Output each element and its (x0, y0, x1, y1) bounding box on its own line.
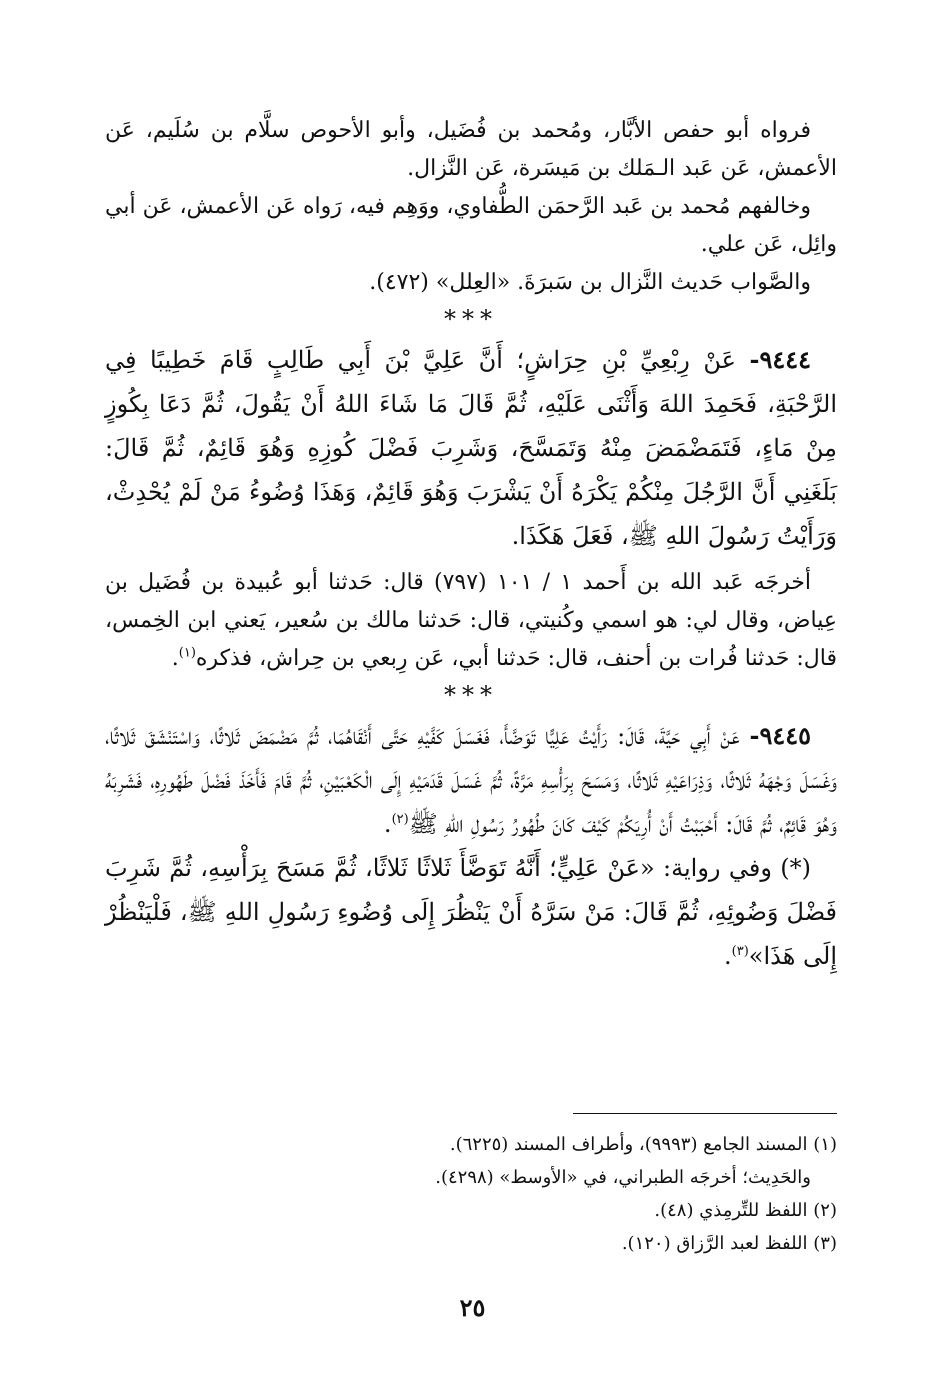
variant-text: (*) وفي رواية: «عَنْ عَلِيٍّ؛ أَنَّهُ تَوَضَّأَ ثَلاثًا ثَلاثًا، ثُمَّ مَسَحَ بِرَأْسِهِ، ثُمَّ شَرِبَ فَضْلَ وَضُوئِهِ، ثُمَّ قَالَ: مَنْ سَرَّهُ أَنْ يَنْظُرَ إِلَى وُضُوءِ رَسُولِ اللهِ ﷺ، فَلْيَنْظُرْ إِلَى هَذَا» (105, 854, 837, 970)
hadith-9445: ٩٤٤٥- عَنْ أَبِي حَيَّةَ، قَالَ: رَأَيْتُ عَلِيًّا تَوَضَّأَ، فَغَسَلَ كَفَّيْهِ حَتَّى أَنْقَاهُمَا، ثُمَّ مَضْمَضَ ثَلاثًا، وَاسْتَنْشَقَ ثَلاثًا، وَغَسَلَ وَجْهَهُ ثَلاثًا، وَذِرَاعَيْهِ ثَلاثًا، وَمَسَحَ بِرَأْسِهِ مَرَّةً، ثُمَّ غَسَلَ قَدَمَيْهِ إِلَى الْكَعْبَيْنِ، ثُمَّ قَامَ فَأَخَذَ فَضْلَ طَهُورِهِ، فَشَرِبَهُ وَهُوَ قَائِمٌ، ثُمَّ قَالَ: أَحْبَبْتُ أَنْ أُرِيَكُمْ كَيْفَ كَانَ طُهُورُ رَسُولِ اللهِ ﷺ$^{(٢)}$. (105, 721, 837, 838)
footnote-ref-2[interactable]: (٢) (391, 812, 409, 827)
page-number: ٢٥ (459, 1293, 486, 1322)
footnote-1-continuation: والحَدِيث؛ أخرجَه الطبراني، في «الأوسط» (٤٢٩٨). (435, 1167, 811, 1188)
takhrij-text: أخرجَه عَبد الله بن أَحمد ١ / ١٠١ (٧٩٧) قال: حَدثنا أبو عُبيدة بن فُضَيل بن عِياض، وقال لي: هو اسمي وكُنيتي، قال: حَدثنا مالك بن سُعير، يَعني ابن الخِمس، قال: حَدثنا فُرات بن أحنف، قال: حَدثنا أبي، عَن رِبعي بن حِراش، فذكره (105, 570, 837, 671)
hadith-number: ٩٤٤٥- (749, 721, 811, 750)
takhrij-paragraph: أخرجَه عَبد الله بن أَحمد ١ / ١٠١ (٧٩٧) قال: حَدثنا أبو عُبيدة بن فُضَيل بن عِياض، وقال لي: هو اسمي وكُنيتي، قال: حَدثنا مالك بن سُعير، يَعني ابن الخِمس، قال: حَدثنا فُرات بن أحنف، قال: حَدثنا أبي، عَن رِبعي بن حِراش، فذكره$^{(١)}$. (105, 570, 837, 671)
section-separator-2: *** (444, 681, 498, 709)
section-separator: *** (444, 305, 498, 333)
intro-paragraph-2: وخالفهم مُحمد بن عَبد الرَّحمَن الطُّفاوي، ووَهِم فيه، رَواه عَن الأعمش، عَن أبي وائِل، عَن علي. (105, 194, 837, 257)
footnotes-section (105, 1128, 837, 1260)
footnote-1: (١) المسند الجامع (٩٩٩٣)، وأطراف المسند (٦٢٢٥). (449, 1134, 837, 1155)
footnote-3: (٣) اللفظ لعبد الرَّزاق (١٢٠). (621, 1233, 837, 1254)
hadith-text: عَنْ رِبْعِيِّ بْنِ حِرَاشٍ؛ أَنَّ عَلِيَّ بْنَ أَبِي طَالِبٍ قَامَ خَطِيبًا فِي الرَّحْبَةِ، فَحَمِدَ اللهَ وَأَثْنَى عَلَيْهِ، ثُمَّ قَالَ مَا شَاءَ اللهُ أَنْ يَقُولَ، ثُمَّ دَعَا بِكُوزٍ مِنْ مَاءٍ، فَتَمَضْمَضَ مِنْهُ وَتَمَسَّحَ، وَشَرِبَ فَضْلَ كُوزِهِ وَهُوَ قَائِمٌ، ثُمَّ قَالَ: بَلَغَنِي أَنَّ الرَّجُلَ مِنْكُمْ يَكْرَهُ أَنْ يَشْرَبَ وَهُوَ قَائِمٌ، وَهَذَا وُضُوءُ مَنْ لَمْ يُحْدِثْ، وَرَأَيْتُ رَسُولَ اللهِ ﷺ، فَعَلَ هَكَذَا. (105, 346, 837, 550)
footnote-ref-1[interactable]: (١) (178, 645, 196, 661)
hadith-text: عَنْ أَبِي حَيَّةَ، قَالَ: رَأَيْتُ عَلِيًّا تَوَضَّأَ، فَغَسَلَ كَفَّيْهِ حَتَّى أَنْقَاهُمَا، ثُمَّ مَضْمَضَ ثَلاثًا، وَاسْتَنْشَقَ ثَلاثًا، وَغَسَلَ وَجْهَهُ ثَلاثًا، وَذِرَاعَيْهِ ثَلاثًا، وَمَسَحَ بِرَأْسِهِ مَرَّةً، ثُمَّ غَسَلَ قَدَمَيْهِ إِلَى الْكَعْبَيْنِ، ثُمَّ قَامَ فَأَخَذَ فَضْلَ طَهُورِهِ، فَشَرِبَهُ وَهُوَ قَائِمٌ، ثُمَّ قَالَ: أَحْبَبْتُ أَنْ أُرِيَكُمْ كَيْفَ كَانَ طُهُورُ رَسُولِ اللهِ ﷺ (105, 722, 837, 838)
hadith-9444 (105, 338, 837, 558)
footnote-divider (573, 1113, 837, 1114)
intro-paragraph-1: فرواه أبو حفص الأبَّار، ومُحمد بن فُضَيل، وأبو الأحوص سلَّام بن سُلَيم، عَن الأعمش، عَن عَبد الـمَلك بن مَيسَرة، عَن النَّزال. (105, 118, 837, 181)
intro-paragraph-3: والصَّواب حَديث النَّزال بن سَبرَةَ. «العِلل» (٤٧٢). (369, 270, 811, 295)
footnote-2: (٢) اللفظ للتِّرمِذي (٤٨). (654, 1200, 837, 1221)
footnote-ref-3[interactable]: (٣) (731, 944, 749, 959)
hadith-number: ٩٤٤٤- (749, 345, 811, 374)
page-body (105, 112, 837, 978)
hadith-variant: (*) وفي رواية: «عَنْ عَلِيٍّ؛ أَنَّهُ تَوَضَّأَ ثَلاثًا ثَلاثًا، ثُمَّ مَسَحَ بِرَأْسِهِ، ثُمَّ شَرِبَ فَضْلَ وَضُوئِهِ، ثُمَّ قَالَ: مَنْ سَرَّهُ أَنْ يَنْظُرَ إِلَى وُضُوءِ رَسُولِ اللهِ ﷺ، فَلْيَنْظُرْ إِلَى هَذَا»$^{(٣)}$. (105, 854, 837, 970)
